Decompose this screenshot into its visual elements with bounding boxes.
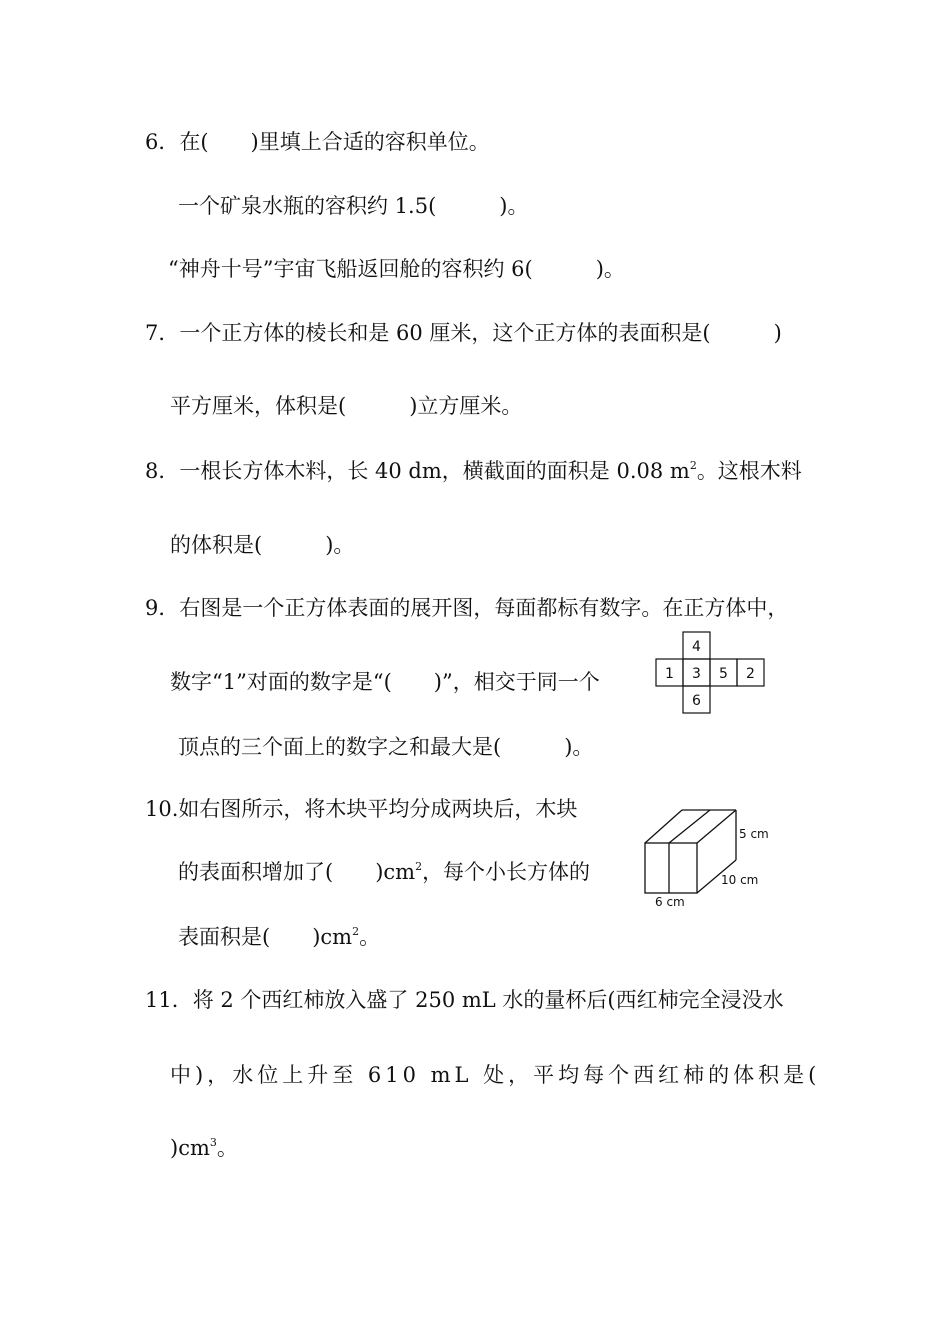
q10-line3-text: 表面积是( )cm (178, 925, 353, 949)
q10-line2-tail: ，每个小长方体的 (422, 860, 591, 884)
q6-line1: 一个矿泉水瓶的容积约 1.5( )。 (178, 194, 529, 218)
q10-line1: 10.如右图所示，将木块平均分成两块后，木块 (145, 797, 578, 821)
cuboid-height-label: 5 cm (739, 827, 769, 841)
q11-line3-superscript: 3 (209, 1136, 217, 1149)
net-face-right2: 2 (746, 666, 755, 682)
q8-line1 (145, 458, 802, 484)
net-face-left: 1 (665, 666, 674, 682)
q6-line2: “神舟十号”宇宙飞船返回舱的容积约 6( )。 (168, 257, 625, 281)
q9-line1: 9．右图是一个正方体表面的展开图，每面都标有数字。在正方体中， (145, 596, 789, 620)
q7-line1: 7．一个正方体的棱长和是 60 厘米，这个正方体的表面积是( ) (145, 321, 782, 345)
q11-line2: 中)，水位上升至 610 mL 处，平均每个西红柿的体积是( (170, 1063, 821, 1087)
q10-line2 (178, 859, 590, 885)
q11-line1: 11．将 2 个西红柿放入盛了 250 mL 水的量杯后(西红柿完全浸没水 (145, 988, 784, 1012)
cuboid-width-label: 6 cm (655, 895, 685, 909)
q10-line2-superscript: 2 (415, 860, 423, 873)
net-face-top: 4 (692, 639, 701, 655)
q11-line3 (170, 1135, 238, 1161)
q8-line1-superscript: 2 (689, 459, 697, 472)
q10-line3-superscript: 2 (352, 925, 360, 938)
q10-line2-text: 的表面积增加了( )cm (178, 860, 416, 884)
cube-net-figure (654, 631, 766, 716)
q10-line3 (178, 924, 380, 950)
cuboid-figure (640, 805, 780, 910)
q10-line3-tail: 。 (359, 925, 381, 949)
cuboid-length-label: 10 cm (721, 873, 759, 887)
q11-line3-text: )cm (170, 1136, 210, 1160)
q8-line2: 的体积是( )。 (170, 533, 355, 557)
net-face-bottom: 6 (692, 693, 701, 709)
q8-line1-text: 8．一根长方体木料，长 40 dm，横截面的面积是 0.08 m (145, 459, 690, 483)
q7-line2: 平方厘米，体积是( )立方厘米。 (170, 394, 523, 418)
q8-line1-tail: 。这根木料 (696, 459, 802, 483)
q6-stem: 6．在( )里填上合适的容积单位。 (145, 130, 490, 154)
q9-line2: 数字“1”对面的数字是“( )”，相交于同一个 (170, 670, 600, 694)
q9-line3: 顶点的三个面上的数字之和最大是( )。 (178, 735, 594, 759)
net-face-right1: 5 (719, 666, 728, 682)
q11-line3-tail: 。 (216, 1136, 238, 1160)
net-face-center: 3 (692, 666, 701, 682)
